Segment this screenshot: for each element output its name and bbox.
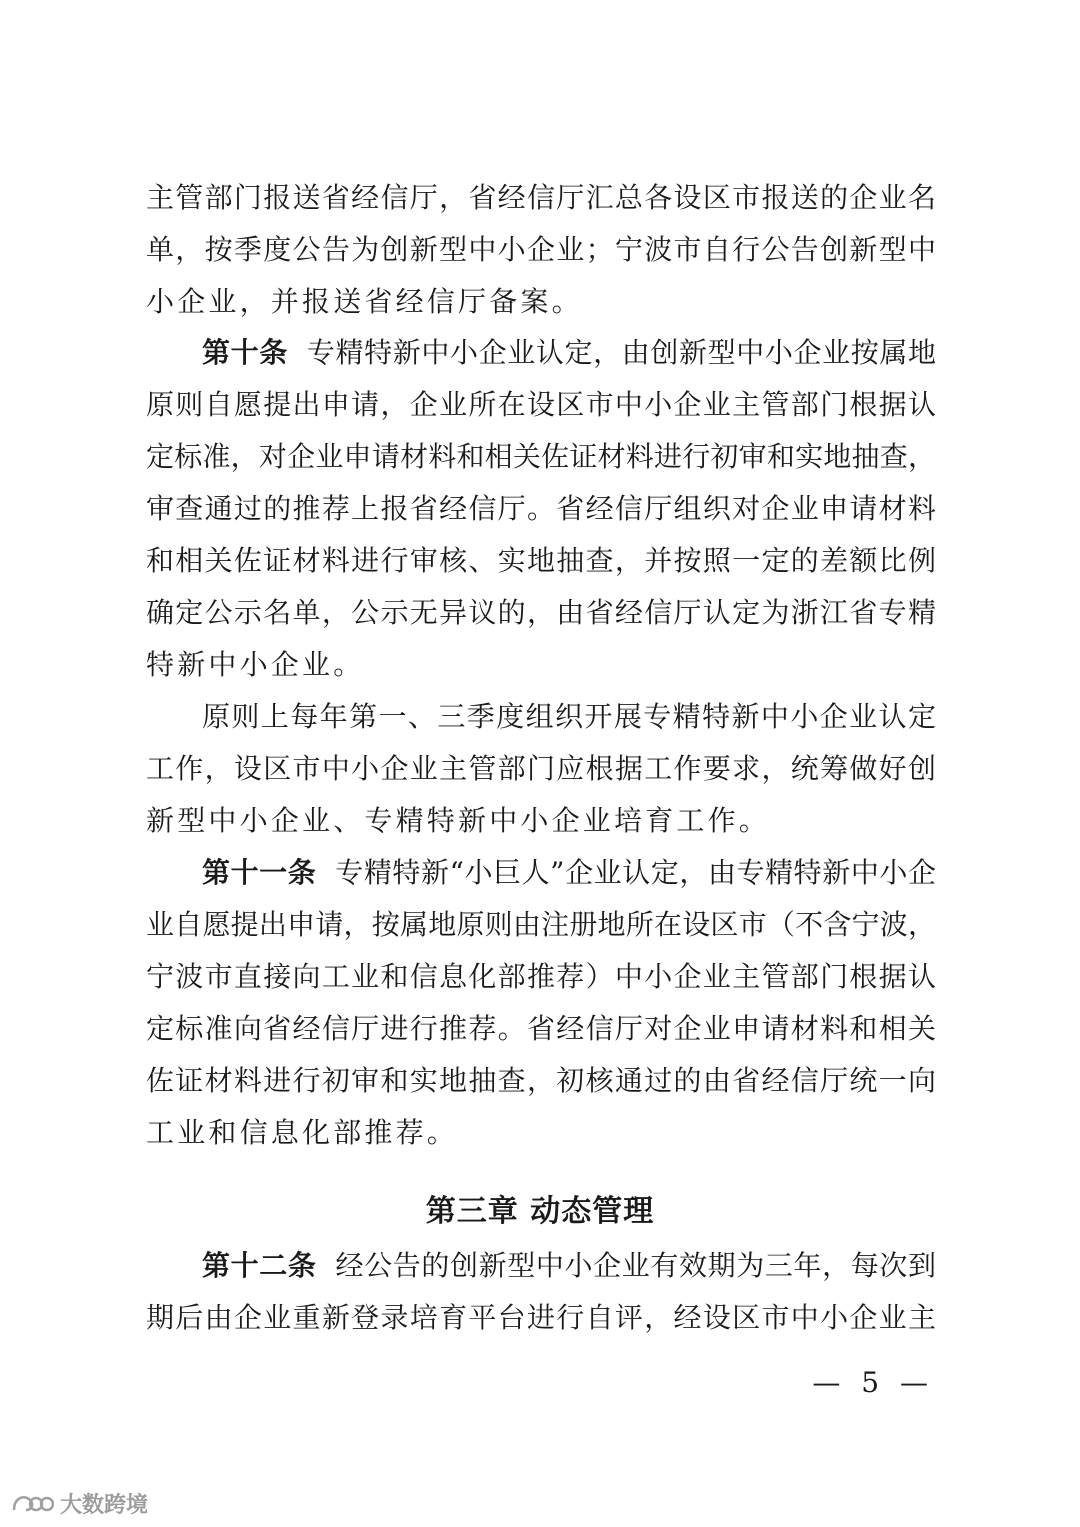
paragraph-line: 佐证材料进行初审和实地抽查，初核通过的由省经信厅统一向 [146, 1064, 936, 1097]
paragraph-line: 原则上每年第一、三季度组织开展专精特新中小企业认定 [202, 700, 936, 733]
paragraph-line: 和相关佐证材料进行审核、实地抽查，并按照一定的差额比例 [146, 544, 936, 577]
article-heading: 第十二条 [202, 1249, 317, 1282]
paragraph-line: 原则自愿提出申请，企业所在设区市中小企业主管部门根据认 [146, 388, 936, 421]
paragraph-line: 单，按季度公告为创新型中小企业；宁波市自行公告创新型中 [146, 233, 936, 266]
article-text: 专精特新中小企业认定，由创新型中小企业按属地 [306, 336, 936, 369]
watermark [10, 1488, 148, 1518]
paragraph-line: 工业和信息化部推荐。 [146, 1116, 459, 1149]
article-heading: 第十一条 [202, 856, 317, 889]
paragraph-line: 主管部门报送省经信厅，省经信厅汇总各设区市报送的企业名 [146, 181, 936, 214]
article-text: 经公告的创新型中小企业有效期为三年，每次到 [335, 1249, 936, 1282]
paragraph-line: 期后由企业重新登录培育平台进行自评，经设区市中小企业主 [146, 1301, 936, 1334]
paragraph-line: 确定公示名单，公示无异议的，由省经信厅认定为浙江省专精 [146, 596, 936, 629]
paragraph-line: 宁波市直接向工业和信息化部推荐）中小企业主管部门根据认 [146, 960, 936, 993]
watermark-logo-icon [10, 1490, 54, 1516]
article-text: 专精特新“小巨人”企业认定，由专精特新中小企 [335, 856, 936, 889]
paragraph-line: 定标准向省经信厅进行推荐。省经信厅对企业申请材料和相关 [146, 1012, 936, 1045]
paragraph-line: 业自愿提出申请，按属地原则由注册地所在设区市（不含宁波， [146, 908, 936, 941]
paragraph-line: 小企业，并报送省经信厅备案。 [146, 285, 583, 318]
paragraph-line: 审查通过的推荐上报省经信厅。省经信厅组织对企业申请材料 [146, 492, 936, 525]
article-11-first-line [202, 853, 936, 893]
article-10-first-line [202, 333, 936, 373]
article-heading: 第十条 [202, 336, 288, 369]
watermark-text: 大数跨境 [60, 1491, 149, 1517]
paragraph-line: 工作，设区市中小企业主管部门应根据工作要求，统筹做好创 [146, 752, 936, 785]
chapter-title: 第三章 动态管理 [425, 1194, 655, 1229]
page-number: — 5 — [812, 1366, 934, 1399]
paragraph-line: 定标准，对企业申请材料和相关佐证材料进行初审和实地抽查， [146, 440, 936, 473]
article-12-first-line [202, 1246, 936, 1286]
paragraph-line: 特新中小企业。 [146, 648, 365, 681]
paragraph-line: 新型中小企业、专精特新中小企业培育工作。 [146, 804, 771, 837]
